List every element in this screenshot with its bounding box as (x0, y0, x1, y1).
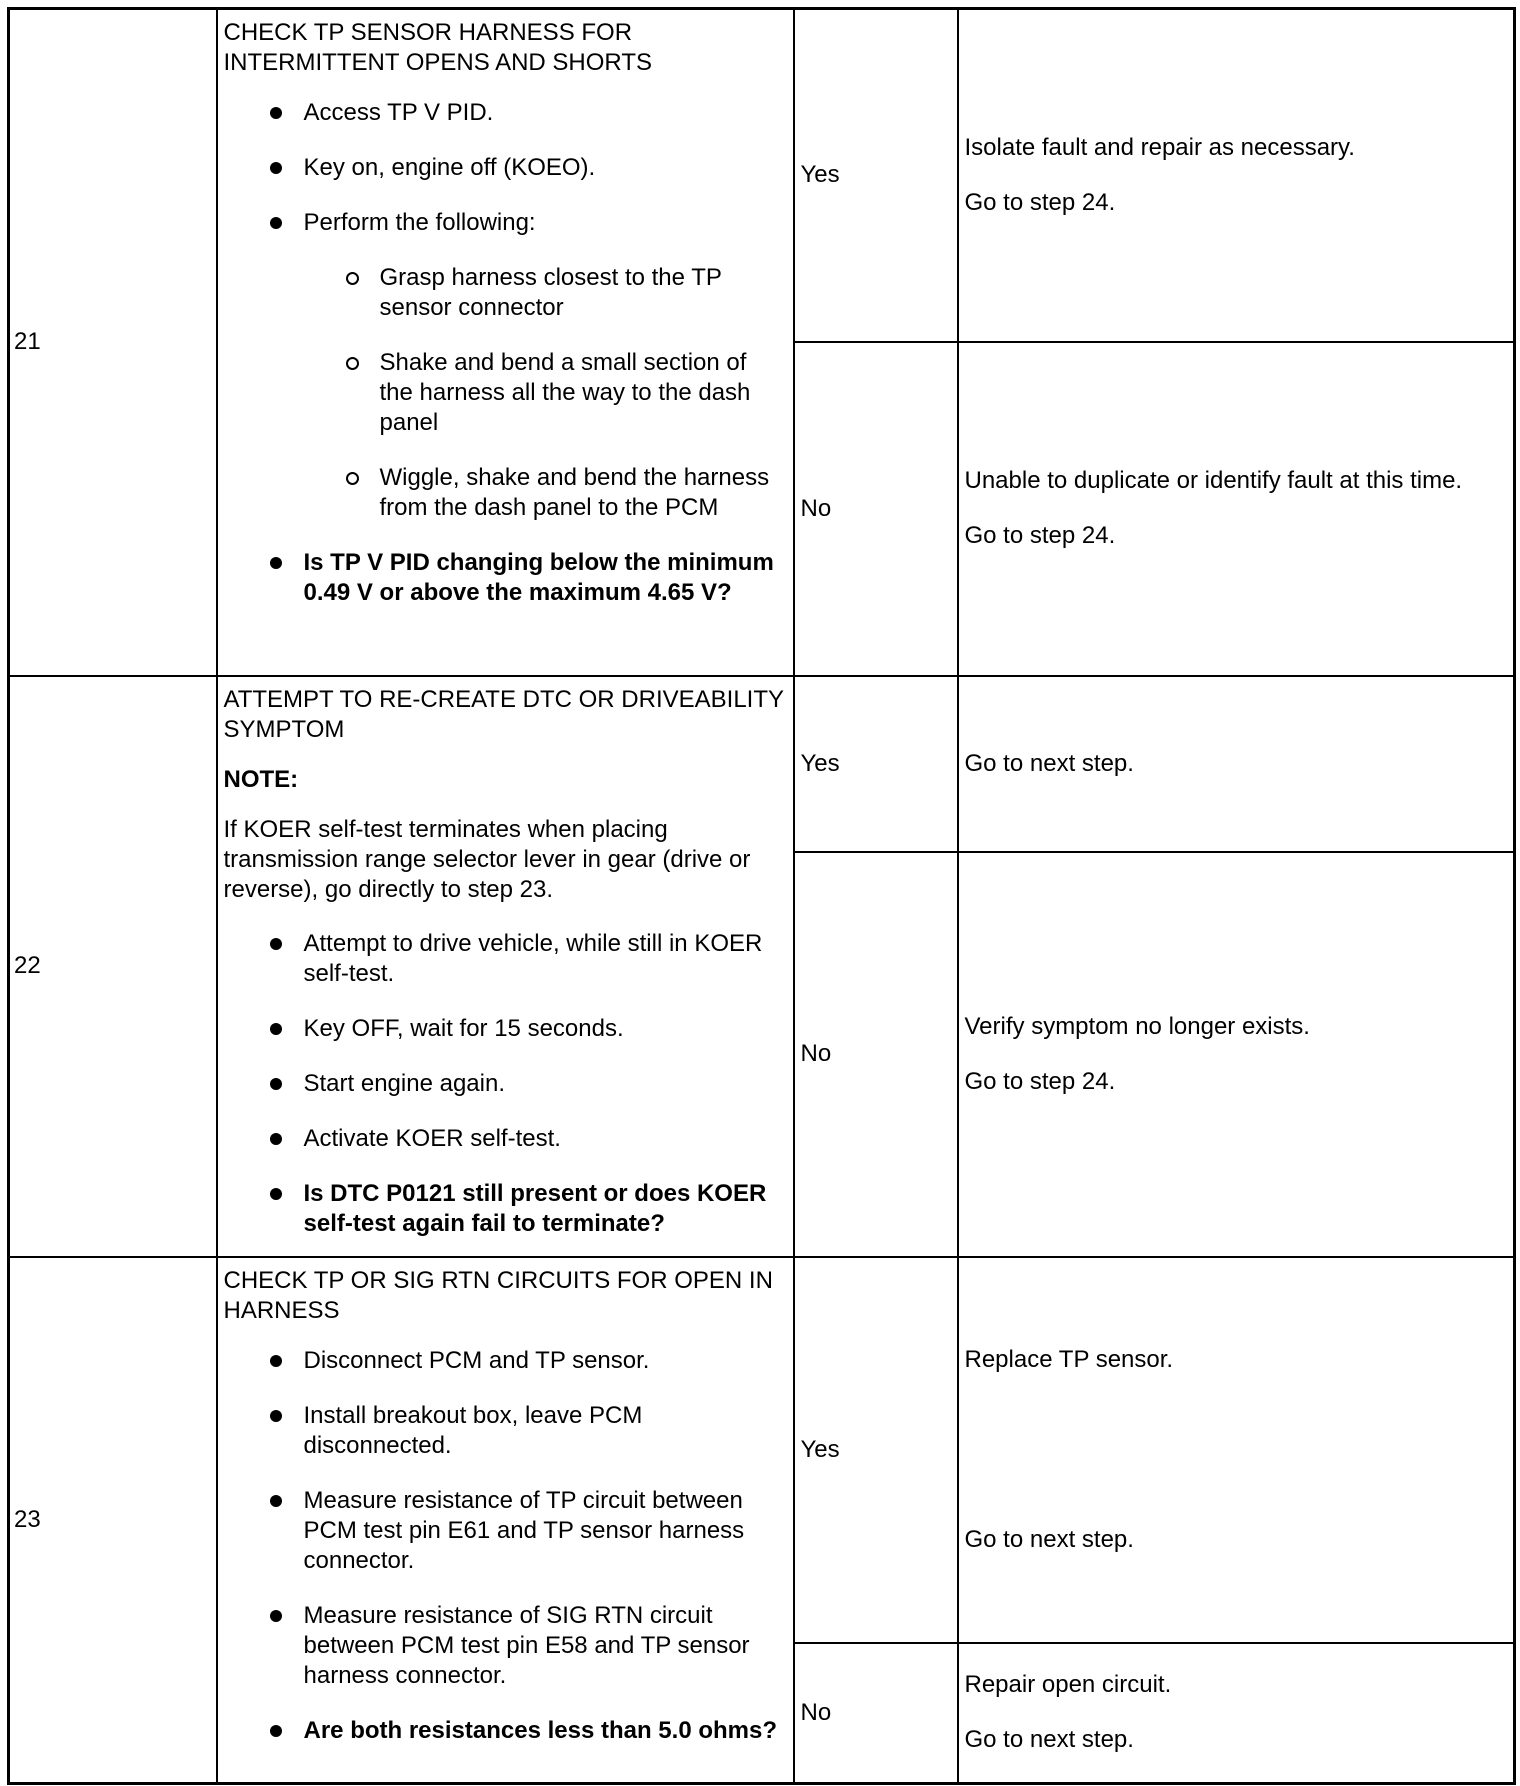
list-item: Activate KOER self-test. (270, 1124, 785, 1154)
step-heading: CHECK TP OR SIG RTN CIRCUITS FOR OPEN IN HARNESS (223, 1266, 773, 1324)
bullet-icon (270, 1023, 282, 1035)
list-item: Measure resistance of TP circuit between PCM test pin E61 and TP sensor harness connector. (270, 1486, 785, 1576)
bullet-icon (270, 1188, 282, 1200)
list-item: Key on, engine off (KOEO). (270, 153, 785, 183)
hollow-bullet-icon (346, 272, 359, 285)
list-item: Access TP V PID. (270, 98, 785, 128)
step-number: 21 (14, 328, 41, 356)
result-yes-label: Yes (800, 749, 840, 777)
table-row (9, 676, 1515, 852)
result-yes-cell (794, 9, 958, 342)
bullet-icon (270, 162, 282, 174)
list-item: Measure resistance of SIG RTN circuit between PCM test pin E58 and TP sensor harness connector. (270, 1601, 785, 1691)
step-question: Is DTC P0121 still present or does KOER self-test again fail to terminate? (303, 1179, 767, 1237)
action-no-cell: Unable to duplicate or identify fault at this time. Go to step 24. (958, 342, 1515, 676)
diagnostic-procedure-table (7, 7, 1516, 1785)
result-yes-cell (794, 676, 958, 852)
result-no-label: No (800, 1040, 832, 1067)
step-number-cell (9, 9, 217, 676)
bullet-icon (270, 1078, 282, 1090)
action-list (224, 929, 785, 1239)
list-item: Disconnect PCM and TP sensor. (270, 1346, 785, 1376)
step-number-cell (9, 1257, 217, 1784)
result-yes-cell (794, 1257, 958, 1643)
hollow-bullet-icon (346, 357, 359, 370)
bullet-icon (270, 1410, 282, 1422)
bullet-icon (270, 217, 282, 229)
list-item: Install breakout box, leave PCM disconnected. (270, 1401, 785, 1461)
step-heading: ATTEMPT TO RE-CREATE DTC OR DRIVEABILITY SYMPTOM (223, 685, 784, 743)
step-question: Is TP V PID changing below the minimum 0.49 V or above the maximum 4.65 V? (303, 549, 774, 606)
list-item (270, 1716, 785, 1746)
table-row (9, 1257, 1515, 1643)
result-yes-label: Yes (800, 1435, 840, 1463)
test-step-cell (217, 676, 794, 1257)
list-item: Key OFF, wait for 15 seconds. (270, 1014, 785, 1044)
test-step-cell (217, 1257, 794, 1784)
list-item (270, 548, 785, 608)
action-yes-cell: Isolate fault and repair as necessary. Go to step 24. (958, 9, 1515, 342)
bullet-icon (270, 1610, 282, 1622)
step-heading: CHECK TP SENSOR HARNESS FOR INTERMITTENT OPENS AND SHORTS (223, 19, 652, 76)
note-text: If KOER self-test terminates when placing transmission range selector lever in gear (drive or reverse), go directly to step 23. (223, 815, 751, 903)
test-step-cell (217, 9, 794, 676)
bullet-icon (270, 1495, 282, 1507)
bullet-icon (270, 1133, 282, 1145)
bullet-icon (270, 1725, 282, 1737)
bullet-icon (270, 1355, 282, 1367)
bullet-icon (270, 107, 282, 119)
action-list (224, 98, 785, 608)
result-no-cell (794, 1643, 958, 1784)
bullet-icon (270, 938, 282, 950)
list-item: Grasp harness closest to the TP sensor connector (346, 263, 785, 323)
result-no-cell (794, 342, 958, 676)
action-no-cell: Repair open circuit. Go to next step. (958, 1643, 1515, 1784)
list-item: Start engine again. (270, 1069, 785, 1099)
hollow-bullet-icon (346, 472, 359, 485)
result-no-label: No (800, 494, 832, 522)
step-number: 23 (14, 1505, 41, 1533)
action-no-cell: Verify symptom no longer exists. Go to step 24. (958, 852, 1515, 1257)
list-item: Shake and bend a small section of the harness all the way to the dash panel (346, 348, 785, 438)
table-row (9, 9, 1515, 342)
sub-action-list (304, 263, 785, 523)
action-list (224, 1346, 785, 1746)
step-number-cell (9, 676, 217, 1257)
note-label: NOTE: (223, 765, 299, 793)
action-yes-cell: Replace TP sensor. Go to next step. (958, 1257, 1515, 1643)
list-item: Attempt to drive vehicle, while still in KOER self-test. (270, 929, 785, 989)
result-no-label: No (800, 1698, 832, 1726)
result-no-cell (794, 852, 958, 1257)
action-yes-cell: Go to next step. (958, 676, 1515, 852)
list-item: Wiggle, shake and bend the harness from the dash panel to the PCM (346, 463, 785, 523)
step-number: 22 (14, 952, 41, 979)
list-item: Perform the following: Grasp harness closest to the TP sensor connector Shake and bend a small section of the harness all the way to the dash panel Wiggle, shake and bend the harness from the dash panel to the PCM (270, 208, 785, 523)
result-yes-label: Yes (800, 161, 840, 189)
step-question: Are both resistances less than 5.0 ohms? (303, 1716, 777, 1744)
list-item (270, 1179, 785, 1239)
bullet-icon (270, 557, 282, 569)
